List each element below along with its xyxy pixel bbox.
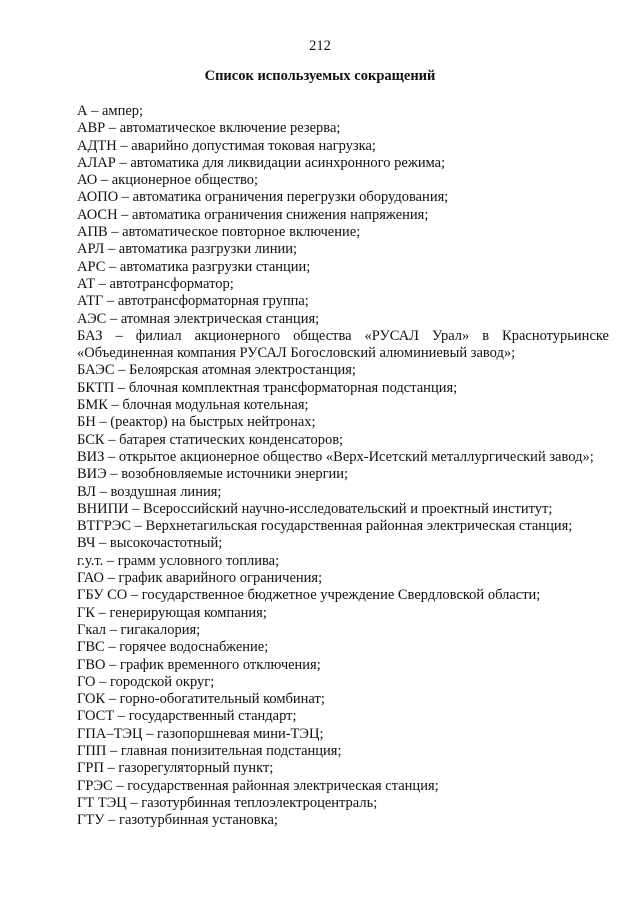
list-item: ГТ ТЭЦ – газотурбинная теплоэлектроцентраль; [77,794,378,811]
list-item: БКТП – блочная комплектная трансформаторная подстанция; [77,379,458,396]
list-item: АТ – автотрансформатор; [77,275,234,292]
list-item: АТГ – автотрансформаторная группа; [77,293,309,310]
list-item: БАЗ – филиал акционерного общества «РУСАЛ Урал» в Краснотурьинске «Объединенная компания РУСАЛ Богословский алюминиевый завод»; [77,327,609,362]
list-item: БСК – батарея статических конденсаторов; [77,431,344,448]
list-item: ГО – городской округ; [77,673,215,690]
list-item: АЭС – атомная электрическая станция; [77,310,320,327]
list-item: ВЧ – высокочастотный; [77,535,223,552]
list-item: АОСН – автоматика ограничения снижения напряжения; [77,206,429,223]
list-item: ВИЗ – открытое акционерное общество «Верх-Исетский металлургический завод»; [77,448,594,465]
list-item: АДТН – аварийно допустимая токовая нагрузка; [77,137,376,154]
list-item: ГОСТ – государственный стандарт; [77,708,297,725]
list-item: г.у.т. – грамм условного топлива; [77,552,280,569]
list-item: АПВ – автоматическое повторное включение; [77,224,361,241]
list-item: ГРЭС – государственная районная электрическая станция; [77,777,439,794]
list-item: Гкал – гигакалория; [77,621,201,638]
list-item: А – ампер; [77,103,144,119]
list-item: ГПА–ТЭЦ – газопоршневая мини-ТЭЦ; [77,725,324,742]
list-item: ГВС – горячее водоснабжение; [77,639,269,656]
list-item: БМК – блочная модульная котельная; [77,397,309,414]
list-item: АОПО – автоматика ограничения перегрузки оборудования; [77,189,449,206]
page-title: Список используемых сокращений [204,68,436,84]
list-item: ГБУ СО – государственное бюджетное учреждение Свердловской области; [77,587,541,604]
list-item: ГАО – график аварийного ограничения; [77,570,323,587]
list-item: ВНИПИ – Всероссийский научно-исследовательский и проектный институт; [77,500,553,517]
list-item: АЛАР – автоматика для ликвидации асинхронного режима; [77,154,446,171]
list-item: ВТГРЭС – Верхнетагильская государственная районная электрическая станция; [77,518,573,535]
list-item: АО – акционерное общество; [77,172,259,189]
list-item: ГРП – газорегуляторный пункт; [77,760,274,777]
list-item: БН – (реактор) на быстрых нейтронах; [77,414,316,431]
list-item: ГТУ – газотурбинная установка; [77,812,278,829]
list-item: БАЭС – Белоярская атомная электростанция; [77,362,356,379]
abbreviation-list [77,103,609,829]
list-item: ГК – генерирующая компания; [77,604,267,621]
list-item: АРЛ – автоматика разгрузки линии; [77,241,298,258]
list-item: АРС – автоматика разгрузки станции; [77,258,311,275]
page-number: 212 [309,38,331,54]
list-item: ВЛ – воздушная линия; [77,483,222,500]
list-item: ГВО – график временного отключения; [77,656,321,673]
list-item: ГПП – главная понизительная подстанция; [77,742,342,759]
list-item: ГОК – горно-обогатительный комбинат; [77,691,325,708]
list-item: АВР – автоматическое включение резерва; [77,120,341,137]
list-item: ВИЭ – возобновляемые источники энергии; [77,466,349,483]
